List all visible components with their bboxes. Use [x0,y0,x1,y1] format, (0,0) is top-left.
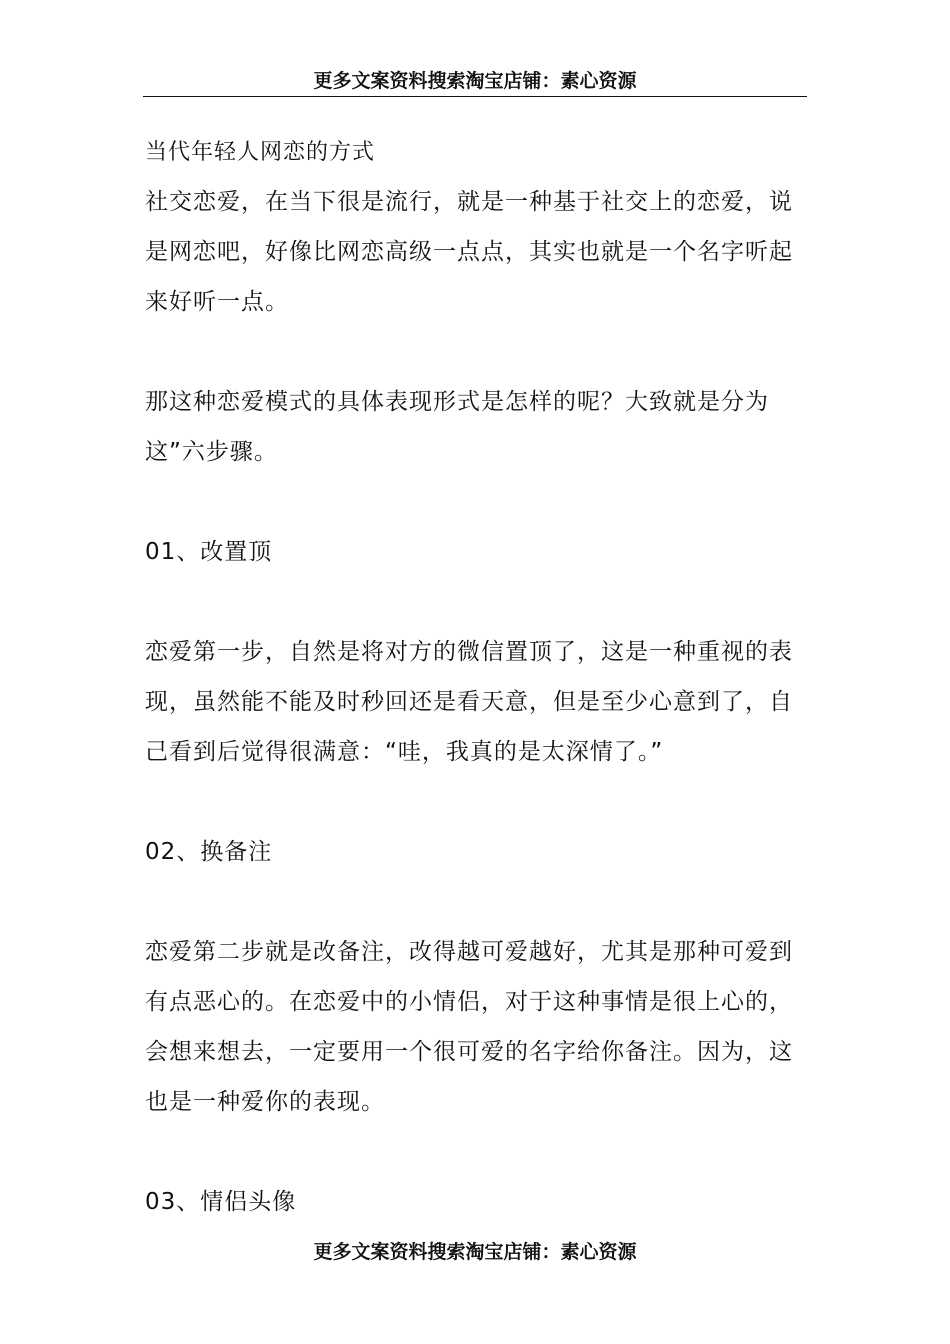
page-footer: 更多文案资料搜索淘宝店铺：素心资源 [313,1241,637,1263]
question-paragraph: 那这种恋爱模式的具体表现形式是怎样的呢？大致就是分为这”六步骤。 [145,389,769,465]
section-heading-01: 01、改置顶 [145,539,273,565]
spacer [145,327,809,377]
document-body [145,133,809,1227]
spacer [145,1127,809,1177]
section-body-01: 恋爱第一步，自然是将对方的微信置顶了，这是一种重视的表现，虽然能不能及时秒回还是看天意，但是至少心意到了，自己看到后觉得很满意：“哇，我真的是太深情了。” [145,639,793,765]
spacer [145,577,809,627]
section-body-02: 恋爱第二步就是改备注，改得越可爱越好，尤其是那种可爱到有点恶心的。在恋爱中的小情侣，对于这种事情是很上心的，会想来想去，一定要用一个很可爱的名字给你备注。因为，这也是一种爱你的表现。 [145,939,793,1115]
document-title: 当代年轻人网恋的方式 [145,140,376,165]
spacer [145,877,809,927]
spacer [145,777,809,827]
page-header: 更多文案资料搜索淘宝店铺：素心资源 [143,66,807,97]
section-heading-02: 02、换备注 [145,839,273,865]
spacer [145,477,809,527]
intro-paragraph: 社交恋爱，在当下很是流行，就是一种基于社交上的恋爱，说是网恋吧，好像比网恋高级一点点，其实也就是一个名字听起来好听一点。 [145,189,793,315]
section-heading-03: 03、情侣头像 [145,1189,297,1215]
